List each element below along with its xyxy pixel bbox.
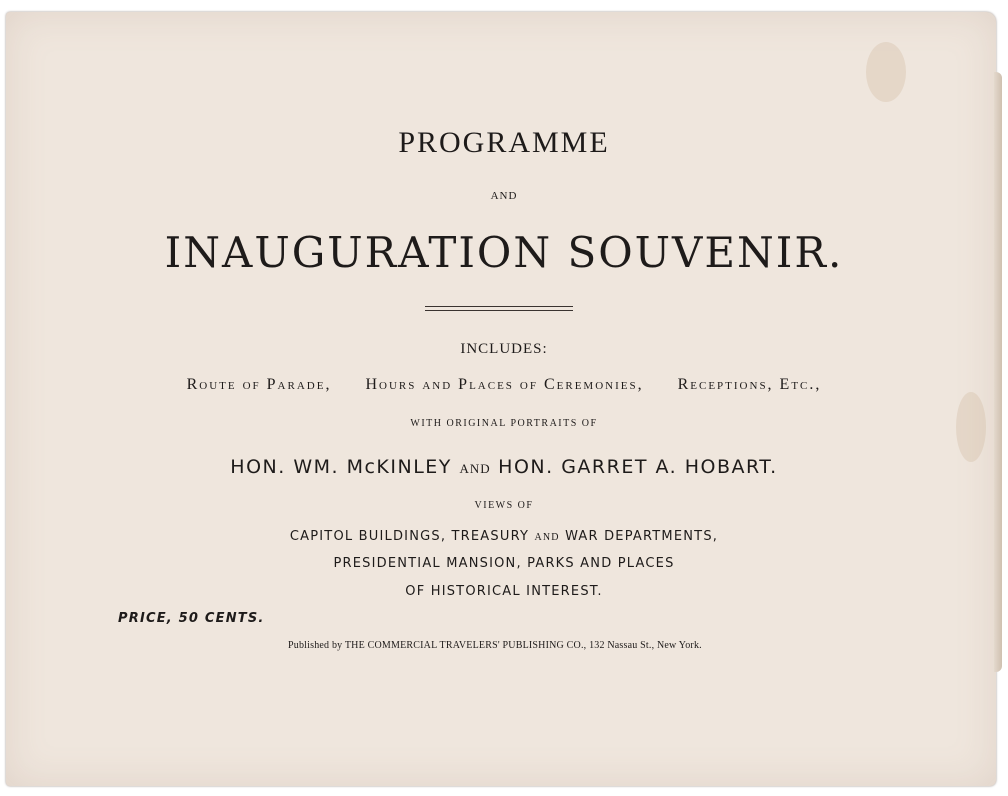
paper-stain [866,42,906,102]
views-line: OF HISTORICAL INTEREST. [405,584,603,599]
title-connector: AND [490,190,518,202]
contents-list [0,376,1008,394]
views-heading: VIEWS OF [474,500,534,511]
price-label: PRICE, 50 CENTS. [118,611,265,626]
contents-item: Receptions, Etc., [677,376,822,393]
title-divider [425,310,573,311]
views-line [0,529,1008,545]
views-text: CAPITOL BUILDINGS, TREASURY [289,529,530,544]
contents-item: Route of Parade, [186,376,332,393]
title-divider [425,306,573,307]
views-connector: and [534,529,560,544]
portrait-name: HON. GARRET A. HOBART. [498,456,778,478]
portrait-connector: and [459,457,491,478]
portraits-names [0,456,1008,479]
portraits-heading: WITH ORIGINAL PORTRAITS OF [410,418,598,429]
includes-heading: INCLUDES: [460,341,548,357]
contents-item: Hours and Places of Ceremonies, [365,376,644,393]
portrait-name: HON. WM. McKINLEY [230,456,452,478]
title-programme: PROGRAMME [398,126,610,159]
views-line: PRESIDENTIAL MANSION, PARKS AND PLACES [333,556,675,571]
publisher-imprint: Published by THE COMMERCIAL TRAVELERS' PUBLISHING CO., 132 Nassau St., New York. [288,640,702,651]
main-title: INAUGURATION SOUVENIR. [164,228,844,277]
views-text: WAR DEPARTMENTS, [565,529,719,544]
